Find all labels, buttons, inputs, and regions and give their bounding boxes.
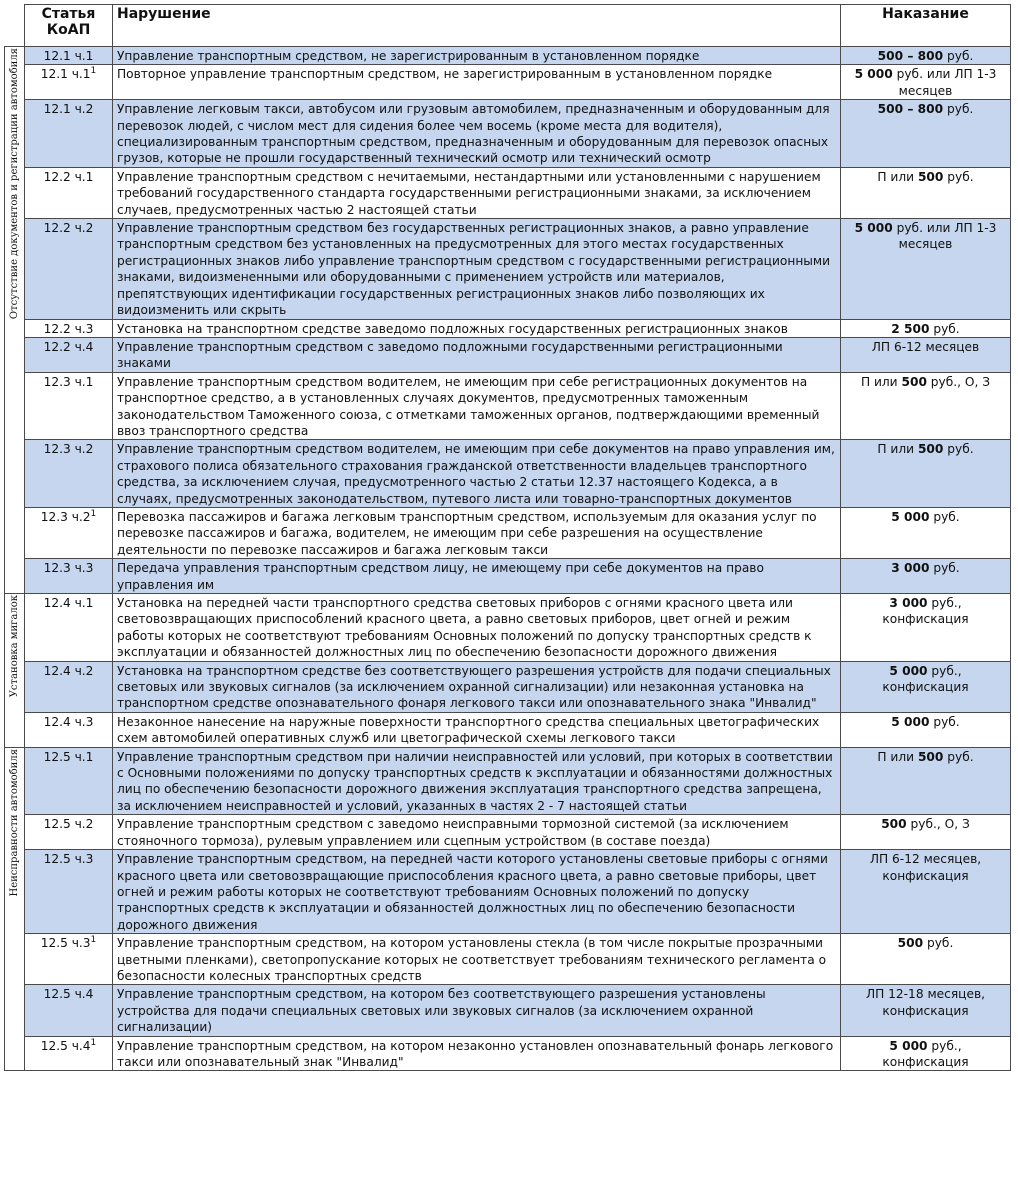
header-violation: Нарушение xyxy=(113,5,841,47)
header-article: Статья КоАП xyxy=(25,5,113,47)
table-row xyxy=(5,1036,1011,1071)
article-cell xyxy=(25,372,113,440)
table-row xyxy=(5,712,1011,747)
section-label xyxy=(5,47,25,594)
penalty-cell: 500 – 800 руб. xyxy=(841,100,1011,168)
table-row xyxy=(5,985,1011,1036)
penalty-cell: П или 500 руб. xyxy=(841,440,1011,508)
article-number: 12.4 ч.1 xyxy=(43,596,94,610)
article-cell xyxy=(25,65,113,100)
table-row xyxy=(5,319,1011,337)
article-cell xyxy=(25,1036,113,1071)
article-cell xyxy=(25,47,113,65)
article-cell xyxy=(25,167,113,218)
violation-description: Незаконное нанесение на наружные поверхности транспортного средства специальных цветографических схем автомобилей оперативных служб или цветографической схемы легкового такси xyxy=(113,712,841,747)
penalty-cell: 3 000 руб., конфискация xyxy=(841,594,1011,662)
table-row xyxy=(5,747,1011,815)
penalty-cell: П или 500 руб., О, З xyxy=(841,372,1011,440)
penalty-cell: 2 500 руб. xyxy=(841,319,1011,337)
violation-description: Управление транспортным средством, на котором установлены стекла (в том числе покрытые прозрачными цветными пленками), светопропускание которых не соответствует требованиям технического регламента о безопасности колесных транспортных средств xyxy=(113,934,841,985)
article-number: 12.5 ч.4 xyxy=(43,987,94,1002)
table-row xyxy=(5,934,1011,985)
article-number: 12.4 ч.3 xyxy=(43,714,94,729)
article-number: 12.2 ч.2 xyxy=(43,221,94,236)
table-row xyxy=(5,372,1011,440)
violation-description: Управление транспортным средством без государственных регистрационных знаков, а равно управление транспортным средством без установленных на предусмотренных для этого местах государственных регистрационных знаков либо управление транспортным средством с государственными регистрационными знаками, видоизмененными или оборудованными с применением устройств или материалов, препятствующих идентификации государственных регистрационных знаков либо позволяющих их видоизменить или скрыть xyxy=(113,219,841,319)
article-number: 12.3 ч.2 xyxy=(40,509,91,524)
article-superscript: 1 xyxy=(90,66,97,77)
table-row xyxy=(5,815,1011,850)
article-number: 12.5 ч.2 xyxy=(43,817,94,832)
article-number: 12.3 ч.2 xyxy=(43,442,94,457)
table-row xyxy=(5,100,1011,168)
article-cell xyxy=(25,219,113,319)
violation-description: Управление транспортным средством с нечитаемыми, нестандартными или установленными с нарушением требований государственного стандарта государственными регистрационными знаками, за исключением случаев, предусмотренных частью 2 настоящей статьи xyxy=(113,167,841,218)
violation-description: Управление транспортным средством при наличии неисправностей или условий, при которых в соответствии с Основными положениями по допуску транспортных средств к эксплуатации и обязанностями должностных лиц по обеспечению безопасности дорожного движения эксплуатация транспортного средства запрещена, за исключением неисправностей и условий, указанных в частях 2 - 7 настоящей статьи xyxy=(113,747,841,815)
penalty-cell: ЛП 6-12 месяцев xyxy=(841,337,1011,372)
article-number: 12.1 ч.1 xyxy=(40,67,91,82)
violation-description: Управление транспортным средством водителем, не имеющим при себе документов на право управления им, страхового полиса обязательного страхования гражданской ответственности владельцев транспортного средства, за исключением случая, предусмотренного частью 2 статьи 12.37 настоящего Кодекса, а в случаях, предусмотренных законодательством, путевого листа или товарно-транспортных документов xyxy=(113,440,841,508)
table-row xyxy=(5,559,1011,594)
violation-description: Установка на транспортном средстве заведомо подложных государственных регистрационных знаков xyxy=(113,319,841,337)
article-number: 12.3 ч.3 xyxy=(43,561,94,576)
violation-description: Установка на транспортном средстве без соответствующего разрешения устройств для подачи специальных световых или звуковых сигналов (за исключением охранной сигнализации) или незаконная установка на транспортном средстве опознавательного фонаря легкового такси или опознавательного знака "Инвалид" xyxy=(113,661,841,712)
penalty-cell: ЛП 12-18 месяцев, конфискация xyxy=(841,985,1011,1036)
penalty-cell: ЛП 6-12 месяцев, конфискация xyxy=(841,850,1011,934)
section-label-text: Неисправности автомобиля xyxy=(9,748,20,897)
table-row xyxy=(5,167,1011,218)
article-superscript: 1 xyxy=(90,508,97,519)
article-number: 12.5 ч.3 xyxy=(40,936,91,951)
section-label xyxy=(5,594,25,748)
section-label xyxy=(5,747,25,1071)
article-number: 12.2 ч.4 xyxy=(43,339,94,354)
violation-description: Передача управления транспортным средством лицу, не имеющему при себе документов на право управления им xyxy=(113,559,841,594)
article-cell xyxy=(25,100,113,168)
violation-description: Управление транспортным средством, на котором незаконно установлен опознавательный фонарь легкового такси или опознавательный знак "Инвалид" xyxy=(113,1036,841,1071)
penalty-cell: 500 руб. xyxy=(841,934,1011,985)
penalty-cell: 5 000 руб., конфискация xyxy=(841,661,1011,712)
article-superscript: 1 xyxy=(90,1037,97,1048)
header-penalty: Наказание xyxy=(841,5,1011,47)
penalty-cell: 5 000 руб. или ЛП 1-3 месяцев xyxy=(841,219,1011,319)
table-row xyxy=(5,594,1011,662)
penalty-cell: 500 – 800 руб. xyxy=(841,47,1011,65)
table-row xyxy=(5,850,1011,934)
article-cell xyxy=(25,985,113,1036)
article-number: 12.3 ч.1 xyxy=(43,374,94,389)
table-row xyxy=(5,337,1011,372)
violation-description: Управление транспортным средством, на передней части которого установлены световые приборы с огнями красного цвета или световозвращающие приспособления красного цвета, а равно световые приборы, цвет огней и режим работы которых не соответствуют требованиям Основных положений по допуску транспортных средств к эксплуатации и обязанностей должностных лиц по обеспечению безопасности дорожного движения xyxy=(113,850,841,934)
article-number: 12.2 ч.3 xyxy=(43,321,94,336)
violation-description: Управление транспортным средством с заведомо неисправными тормозной системой (за исключением стояночного тормоза), рулевым управлением или сцепным устройством (в составе поезда) xyxy=(113,815,841,850)
article-number: 12.1 ч.1 xyxy=(43,49,94,63)
penalty-cell: 500 руб., О, З xyxy=(841,815,1011,850)
violation-description: Повторное управление транспортным средством, не зарегистрированным в установленном порядке xyxy=(113,65,841,100)
article-number: 12.5 ч.1 xyxy=(43,749,94,764)
penalty-cell: 5 000 руб. xyxy=(841,712,1011,747)
article-cell xyxy=(25,934,113,985)
section-label-text: Установка мигалок xyxy=(9,595,20,698)
article-number: 12.5 ч.3 xyxy=(43,852,94,867)
article-cell xyxy=(25,712,113,747)
header-row xyxy=(5,5,1011,47)
article-cell xyxy=(25,319,113,337)
article-superscript: 1 xyxy=(90,935,97,946)
violation-description: Установка на передней части транспортного средства световых приборов с огнями красного цвета или световозвращающих приспособлений красного цвета, а равно световых приборов, цвет огней и режим работы которых не соответствуют требованиям Основных положений по допуску транспортных средств к эксплуатации и обязанностей должностных лиц по обеспечению безопасности дорожного движения xyxy=(113,594,841,662)
article-cell xyxy=(25,850,113,934)
table-row xyxy=(5,219,1011,319)
penalty-cell: 5 000 руб. xyxy=(841,507,1011,558)
violation-description: Управление легковым такси, автобусом или грузовым автомобилем, предназначенным и оборудованным для перевозок людей, с числом мест для сидения более чем восемь (кроме места для водителя), специализированным транспортным средством, предназначенным и оборудованным для перевозок опасных грузов, которые не прошли государственный технический осмотр или технический осмотр xyxy=(113,100,841,168)
article-cell xyxy=(25,661,113,712)
article-cell xyxy=(25,337,113,372)
article-cell xyxy=(25,815,113,850)
section-label-text: Отсутствие документов и регистрации автомобиля xyxy=(9,48,20,320)
violation-description: Управление транспортным средством водителем, не имеющим при себе регистрационных документов на транспортное средство, а в установленных случаях документов, предусмотренных таможенным законодательством Таможенного союза, с отметками таможенных органов, подтверждающими временный ввоз транспортного средства xyxy=(113,372,841,440)
article-number: 12.5 ч.4 xyxy=(40,1038,91,1053)
penalty-cell: 3 000 руб. xyxy=(841,559,1011,594)
table-row xyxy=(5,507,1011,558)
header-spacer xyxy=(5,5,25,47)
penalty-cell: П или 500 руб. xyxy=(841,167,1011,218)
article-cell xyxy=(25,594,113,662)
article-number: 12.2 ч.1 xyxy=(43,169,94,184)
violation-description: Перевозка пассажиров и багажа легковым транспортным средством, используемым для оказания услуг по перевозке пассажиров и багажа, водителем, не имеющим при себе разрешения на осуществление деятельности по перевозке пассажиров и багажа легковым такси xyxy=(113,507,841,558)
violation-description: Управление транспортным средством, не зарегистрированным в установленном порядке xyxy=(113,47,841,65)
article-number: 12.4 ч.2 xyxy=(43,663,94,678)
article-cell xyxy=(25,747,113,815)
fines-table xyxy=(4,4,1011,1071)
violation-description: Управление транспортным средством с заведомо подложными государственными регистрационными знаками xyxy=(113,337,841,372)
article-cell xyxy=(25,559,113,594)
article-cell xyxy=(25,440,113,508)
penalty-cell: П или 500 руб. xyxy=(841,747,1011,815)
article-number: 12.1 ч.2 xyxy=(43,102,94,117)
table-row xyxy=(5,661,1011,712)
table-row xyxy=(5,65,1011,100)
violation-description: Управление транспортным средством, на котором без соответствующего разрешения установлены устройства для подачи специальных световых или звуковых сигналов (за исключением охранной сигнализации) xyxy=(113,985,841,1036)
penalty-cell: 5 000 руб., конфискация xyxy=(841,1036,1011,1071)
table-row xyxy=(5,47,1011,65)
table-row xyxy=(5,440,1011,508)
penalty-cell: 5 000 руб. или ЛП 1-3 месяцев xyxy=(841,65,1011,100)
article-cell xyxy=(25,507,113,558)
